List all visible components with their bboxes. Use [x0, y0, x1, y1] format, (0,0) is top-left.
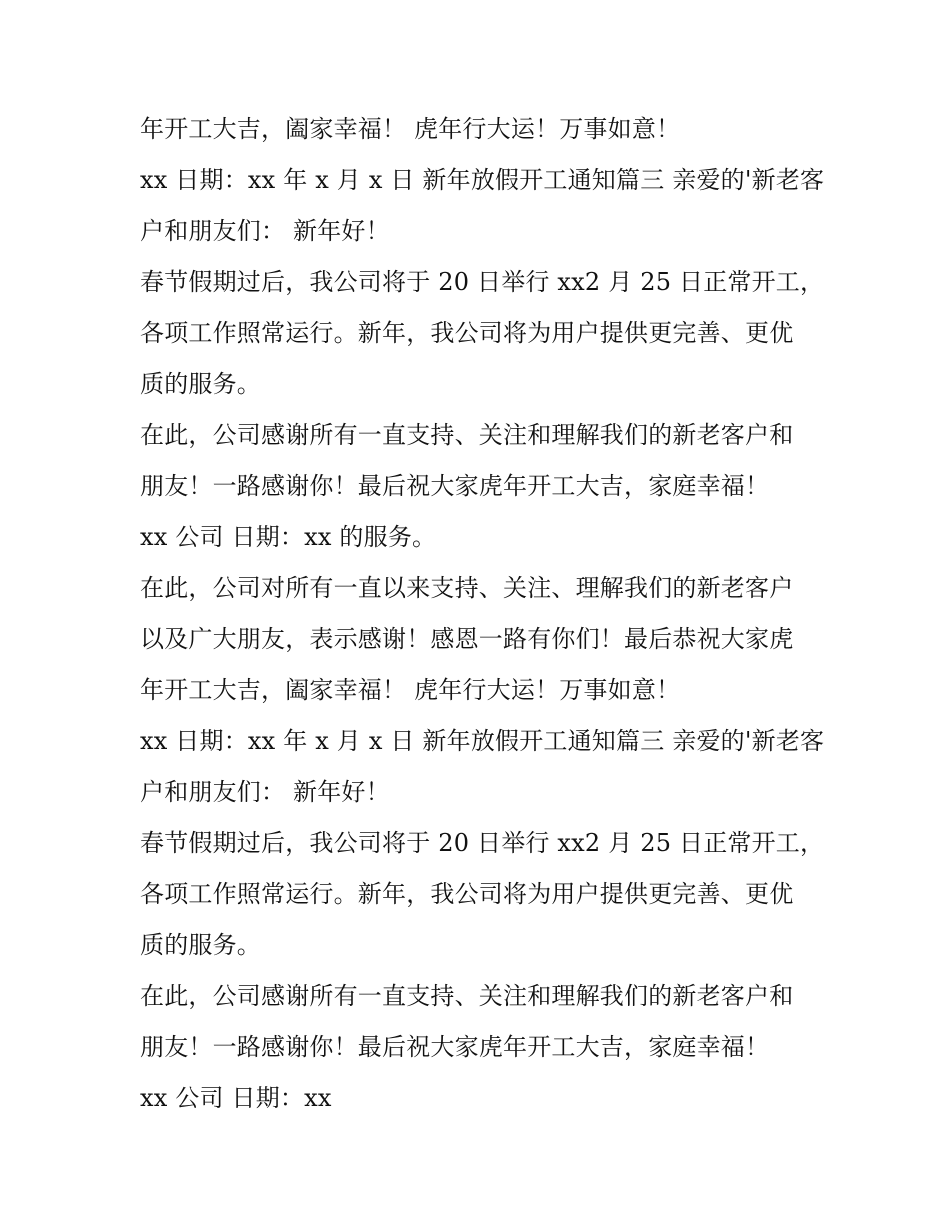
text-line: xx 日期：xx 年 x 月 x 日 新年放假开工通知篇三 亲爱的'新老客 [140, 166, 825, 194]
text-line: 户和朋友们： 新年好！ [140, 217, 390, 245]
text-line: 户和朋友们： 新年好！ [140, 778, 390, 806]
text-line: 春节假期过后，我公司将于 20 日举行 xx2 月 25 日正常开工， [140, 268, 825, 296]
text-line: 各项工作照常运行。新年，我公司将为用户提供更完善、更优 [140, 319, 794, 347]
text-line: xx 日期：xx 年 x 月 x 日 新年放假开工通知篇三 亲爱的'新老客 [140, 727, 825, 755]
document-body [140, 104, 825, 1124]
text-line: xx 公司 日期：xx 的服务。 [140, 523, 437, 551]
text-line: 质的服务。 [140, 370, 261, 398]
text-line: 质的服务。 [140, 931, 261, 959]
text-line: 春节假期过后，我公司将于 20 日举行 xx2 月 25 日正常开工， [140, 829, 825, 857]
text-line: 年开工大吉，阖家幸福！ 虎年行大运！万事如意！ [140, 676, 681, 704]
text-line: 朋友！一路感谢你！最后祝大家虎年开工大吉，家庭幸福！ [140, 472, 770, 500]
text-line: 年开工大吉，阖家幸福！ 虎年行大运！万事如意！ [140, 115, 681, 143]
text-line: 各项工作照常运行。新年，我公司将为用户提供更完善、更优 [140, 880, 794, 908]
text-line: 在此，公司对所有一直以来支持、关注、理解我们的新老客户 [140, 574, 794, 602]
text-line: xx 公司 日期：xx [140, 1084, 332, 1112]
text-line: 朋友！一路感谢你！最后祝大家虎年开工大吉，家庭幸福！ [140, 1033, 770, 1061]
text-line: 在此，公司感谢所有一直支持、关注和理解我们的新老客户和 [140, 982, 794, 1010]
text-line: 以及广大朋友，表示感谢！感恩一路有你们！最后恭祝大家虎 [140, 625, 794, 653]
text-line: 在此，公司感谢所有一直支持、关注和理解我们的新老客户和 [140, 421, 794, 449]
